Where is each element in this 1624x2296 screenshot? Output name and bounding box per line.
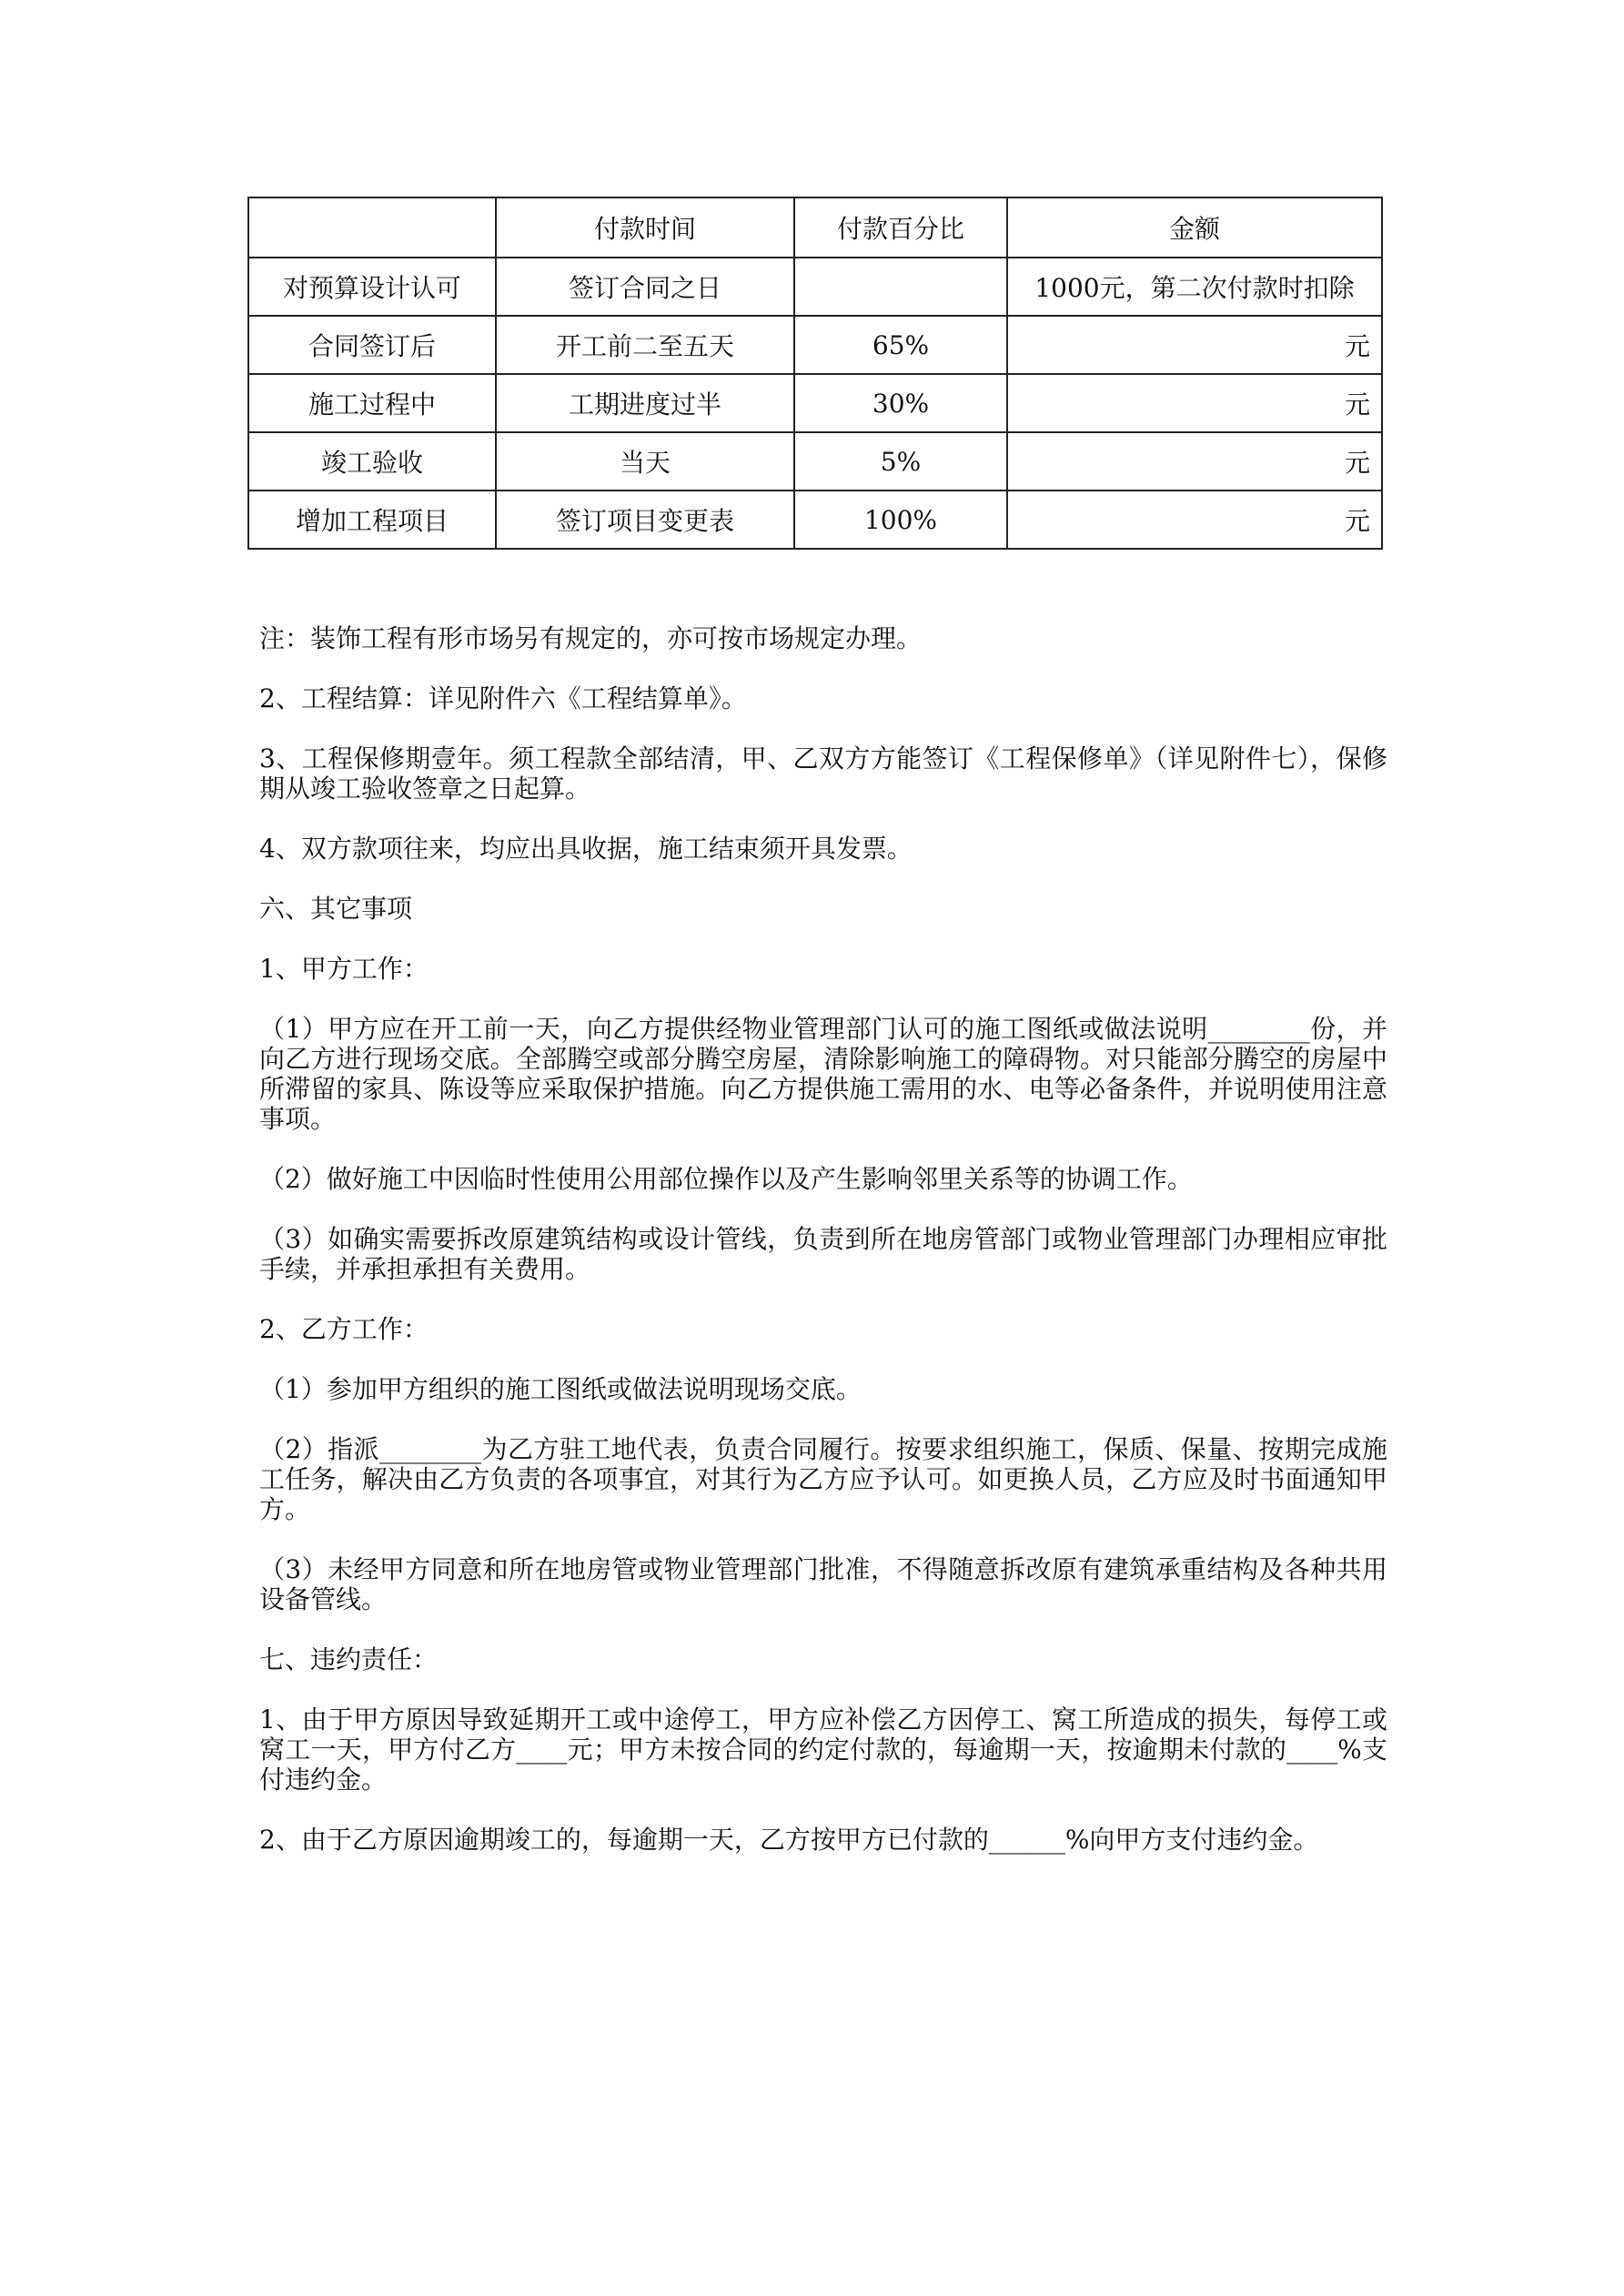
clause-receipts: 4、双方款项往来，均应出具收据，施工结束须开具发票。 [259, 834, 913, 864]
party-a-duty-2: （2）做好施工中因临时性使用公用部位操作以及产生影响邻里关系等的协调工作。 [259, 1164, 1193, 1194]
section-heading-other-matters: 六、其它事项 [259, 894, 413, 924]
cell-amount: 元 [1007, 316, 1382, 374]
table-row [248, 491, 1382, 549]
clause-warranty: 3、工程保修期壹年。须工程款全部结清，甲、乙双方方能签订《工程保修单》（详见附件七），保修期从竣工验收签章之日起算。 [259, 743, 1387, 804]
table-header-row [248, 197, 1382, 258]
cell-amount: 1000元，第二次付款时扣除 [1007, 258, 1382, 316]
contract-body [259, 623, 1387, 1885]
cell-time: 开工前二至五天 [496, 316, 794, 374]
cell-stage: 合同签订后 [248, 316, 496, 374]
cell-amount: 元 [1007, 432, 1382, 491]
cell-time: 工期进度过半 [496, 374, 794, 432]
cell-amount: 元 [1007, 491, 1382, 549]
party-b-duty-3: （3）未经甲方同意和所在地房管或物业管理部门批准，不得随意拆改原有建筑承重结构及各种共用设备管线。 [259, 1554, 1387, 1614]
section-heading-liability: 七、违约责任： [259, 1644, 439, 1674]
liability-clause-2: 2、由于乙方原因逾期竣工的，每逾期一天，乙方按甲方已付款的______%向甲方支付违约金。 [259, 1825, 1319, 1855]
subheading-party-a-duties: 1、甲方工作： [259, 954, 429, 984]
clause-settlement: 2、工程结算：详见附件六《工程结算单》。 [259, 683, 747, 713]
payment-schedule-table [247, 197, 1383, 550]
liability-clause-1: 1、由于甲方原因导致延期开工或中途停工，甲方应补偿乙方因停工、窝工所造成的损失，每停工或窝工一天，甲方付乙方____元；甲方未按合同的约定付款的，每逾期一天，按逾期未付款的____%支付违约金。 [259, 1704, 1387, 1795]
note-paragraph: 注：装饰工程有形市场另有规定的，亦可按市场规定办理。 [259, 623, 923, 653]
cell-percent: 5% [794, 432, 1007, 491]
cell-time: 签订项目变更表 [496, 491, 794, 549]
cell-stage: 增加工程项目 [248, 491, 496, 549]
cell-stage: 施工过程中 [248, 374, 496, 432]
cell-percent: 100% [794, 491, 1007, 549]
cell-stage: 竣工验收 [248, 432, 496, 491]
table-row [248, 316, 1382, 374]
cell-percent: 30% [794, 374, 1007, 432]
party-a-duty-3: （3）如确实需要拆改原建筑结构或设计管线，负责到所在地房管部门或物业管理部门办理相应审批手续，并承担承担有关费用。 [259, 1224, 1387, 1284]
header-cell-payment-time: 付款时间 [496, 197, 794, 258]
table-row [248, 432, 1382, 491]
header-cell-amount: 金额 [1007, 197, 1382, 258]
table-row [248, 258, 1382, 316]
cell-percent: 65% [794, 316, 1007, 374]
header-cell-stage [248, 197, 496, 258]
header-cell-payment-percent: 付款百分比 [794, 197, 1007, 258]
cell-percent [794, 258, 1007, 316]
table-row [248, 374, 1382, 432]
party-a-duty-1: （1）甲方应在开工前一天，向乙方提供经物业管理部门认可的施工图纸或做法说明________份，并向乙方进行现场交底。全部腾空或部分腾空房屋，清除影响施工的障碍物。对只能部分腾空的房屋中所滞留的家具、陈设等应采取保护措施。向乙方提供施工需用的水、电等必备条件，并说明使用注意事项。 [259, 1014, 1387, 1134]
cell-time: 当天 [496, 432, 794, 491]
party-b-duty-2: （2）指派________为乙方驻工地代表，负责合同履行。按要求组织施工，保质、保量、按期完成施工任务，解决由乙方负责的各项事宜，对其行为乙方应予认可。如更换人员，乙方应及时书面通知甲方。 [259, 1434, 1387, 1524]
subheading-party-b-duties: 2、乙方工作： [259, 1314, 429, 1344]
cell-stage: 对预算设计认可 [248, 258, 496, 316]
party-b-duty-1: （1）参加甲方组织的施工图纸或做法说明现场交底。 [259, 1374, 862, 1404]
cell-time: 签订合同之日 [496, 258, 794, 316]
cell-amount: 元 [1007, 374, 1382, 432]
